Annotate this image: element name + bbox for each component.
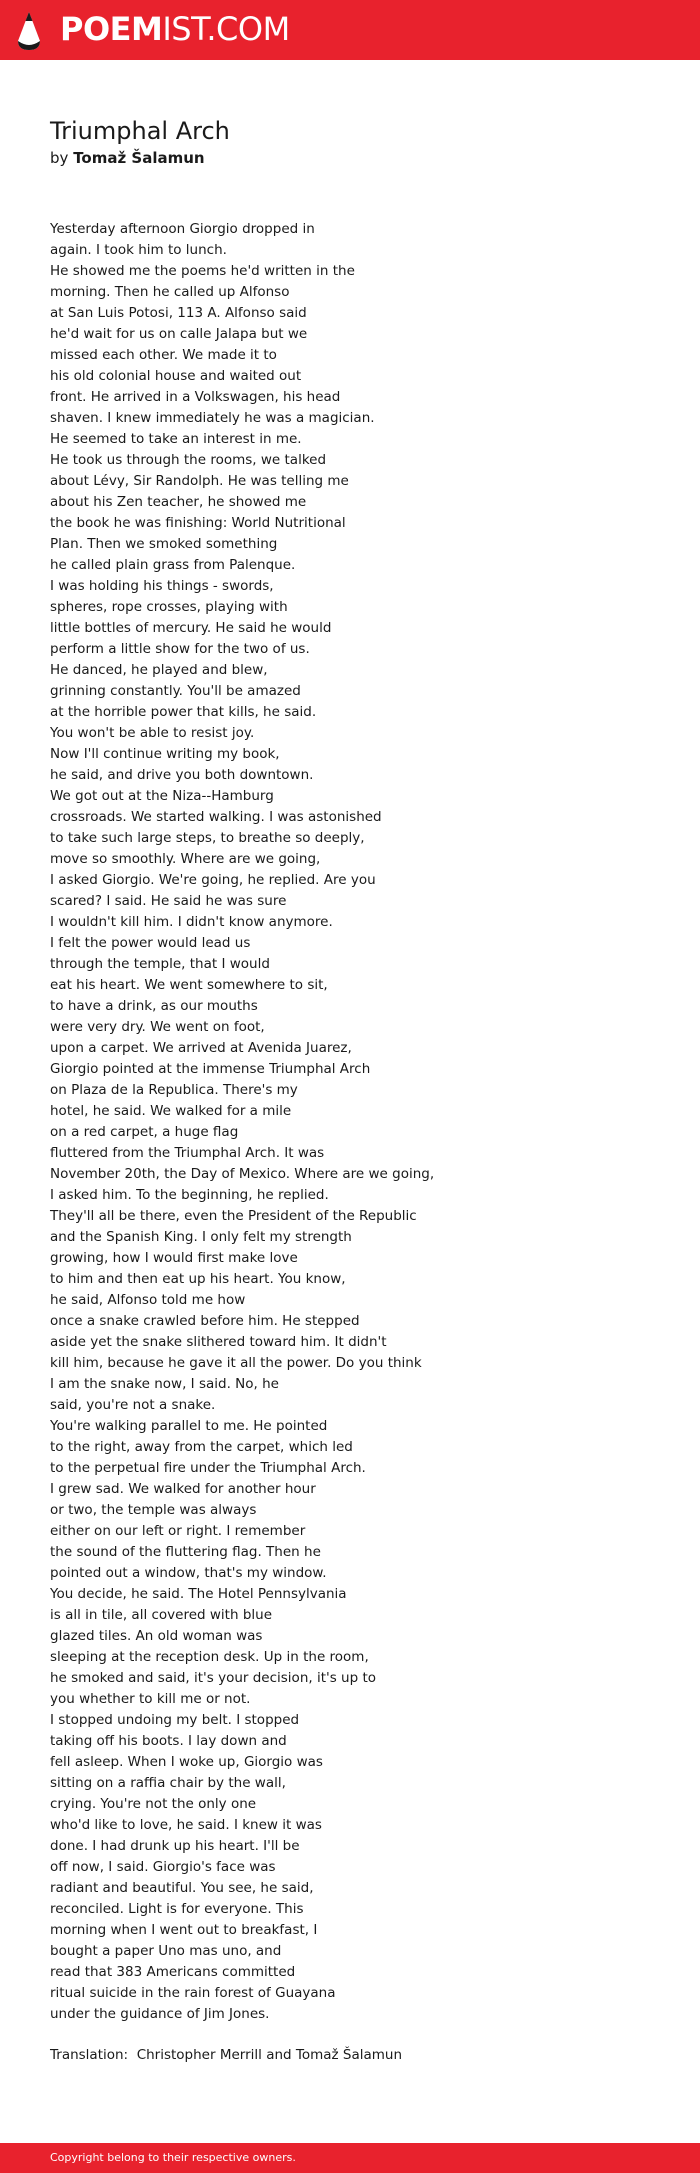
byline (50, 148, 205, 168)
poem-line: under the guidance of Jim Jones. (50, 2006, 270, 2022)
poem-line: I asked him. To the beginning, he replied. (50, 1187, 329, 1203)
poem-line: is all in tile, all covered with blue (50, 1607, 272, 1623)
poem-line: Plan. Then we smoked something (50, 536, 278, 552)
translation-credit: Translation: Christopher Merrill and Tomaž Šalamun (50, 2047, 403, 2063)
poem-line: to take such large steps, to breathe so deeply, (50, 830, 365, 846)
poem-line: he said, Alfonso told me how (50, 1292, 246, 1308)
site-footer (0, 2143, 700, 2173)
poem-line: to the right, away from the carpet, which led (50, 1439, 353, 1455)
poem-line: front. He arrived in a Volkswagen, his head (50, 389, 341, 405)
poem-line: eat his heart. We went somewhere to sit, (50, 977, 328, 993)
site-header (0, 0, 700, 60)
poem-line: bought a paper Uno mas uno, and (50, 1943, 282, 1959)
poem-line: about his Zen teacher, he showed me (50, 494, 307, 510)
poem-line: scared? I said. He said he was sure (50, 893, 287, 909)
poem-line: They'll all be there, even the President of the Republic (50, 1208, 417, 1224)
poem-line: morning when I went out to breakfast, I (50, 1922, 318, 1938)
poem-line: glazed tiles. An old woman was (50, 1628, 263, 1644)
poem-line: he said, and drive you both downtown. (50, 767, 314, 783)
poem-line: on a red carpet, a huge flag (50, 1124, 239, 1140)
poem-line: on Plaza de la Republica. There's my (50, 1082, 298, 1098)
poem-line: growing, how I would first make love (50, 1250, 298, 1266)
logo-bold-text: POEM (60, 10, 163, 48)
poem-line: We got out at the Niza--Hamburg (50, 788, 274, 804)
poem-line: fluttered from the Triumphal Arch. It was (50, 1145, 325, 1161)
poem-title: Triumphal Arch (50, 117, 230, 145)
pencil-tip-icon (16, 11, 42, 51)
poem-line: at San Luis Potosi, 113 A. Alfonso said (50, 305, 307, 321)
poem-line: perform a little show for the two of us. (50, 641, 310, 657)
poem-line: off now, I said. Giorgio's face was (50, 1859, 276, 1875)
poem-line: sitting on a raffia chair by the wall, (50, 1775, 286, 1791)
poem-line: and the Spanish King. I only felt my strength (50, 1229, 352, 1245)
poem-line: sleeping at the reception desk. Up in the room, (50, 1649, 369, 1665)
logo-light-text: IST.COM (162, 10, 290, 48)
poem-line: who'd like to love, he said. I knew it was (50, 1817, 322, 1833)
poem-line: Now I'll continue writing my book, (50, 746, 280, 762)
poem-line: shaven. I knew immediately he was a magician. (50, 410, 375, 426)
poem-line: move so smoothly. Where are we going, (50, 851, 321, 867)
poem-line: reconciled. Light is for everyone. This (50, 1901, 304, 1917)
poem-line: I am the snake now, I said. No, he (50, 1376, 279, 1392)
poem-line: I wouldn't kill him. I didn't know anymore. (50, 914, 333, 930)
poem-line: were very dry. We went on foot, (50, 1019, 265, 1035)
poem-line: You won't be able to resist joy. (50, 725, 255, 741)
poem-line: to the perpetual fire under the Triumphal Arch. (50, 1460, 366, 1476)
poem-line: morning. Then he called up Alfonso (50, 284, 290, 300)
poem-body (50, 219, 650, 2025)
poem-line: either on our left or right. I remember (50, 1523, 306, 1539)
poem-line: crossroads. We started walking. I was astonished (50, 809, 382, 825)
poem-line: November 20th, the Day of Mexico. Where are we going, (50, 1166, 435, 1182)
poem-line: pointed out a window, that's my window. (50, 1565, 327, 1581)
poem-line: little bottles of mercury. He said he would (50, 620, 332, 636)
poem-line: to him and then eat up his heart. You know, (50, 1271, 346, 1287)
poem-line: said, you're not a snake. (50, 1397, 216, 1413)
poem-line: at the horrible power that kills, he said. (50, 704, 317, 720)
poem-line: You're walking parallel to me. He pointed (50, 1418, 328, 1434)
poem-line: He danced, he played and blew, (50, 662, 268, 678)
poem-line: again. I took him to lunch. (50, 242, 227, 258)
poem-line: grinning constantly. You'll be amazed (50, 683, 301, 699)
poem-line: the book he was finishing: World Nutritional (50, 515, 346, 531)
poem-line: I felt the power would lead us (50, 935, 251, 951)
poem-line: the sound of the fluttering flag. Then he (50, 1544, 321, 1560)
poem-line: through the temple, that I would (50, 956, 270, 972)
poem-line: spheres, rope crosses, playing with (50, 599, 288, 615)
poem-line: I was holding his things - swords, (50, 578, 274, 594)
poem-line: his old colonial house and waited out (50, 368, 302, 384)
byline-prefix: by (50, 149, 69, 167)
poem-line: crying. You're not the only one (50, 1796, 257, 1812)
poem-line: he called plain grass from Palenque. (50, 557, 296, 573)
poem-line: aside yet the snake slithered toward him. It didn't (50, 1334, 387, 1350)
poem-line: kill him, because he gave it all the power. Do you think (50, 1355, 422, 1371)
poem-line: I asked Giorgio. We're going, he replied. Are you (50, 872, 376, 888)
poem-line: he'd wait for us on calle Jalapa but we (50, 326, 308, 342)
poem-line: fell asleep. When I woke up, Giorgio was (50, 1754, 323, 1770)
poem-line: upon a carpet. We arrived at Avenida Juarez, (50, 1040, 352, 1056)
poem-line: I grew sad. We walked for another hour (50, 1481, 316, 1497)
poem-line: missed each other. We made it to (50, 347, 277, 363)
poem-line: I stopped undoing my belt. I stopped (50, 1712, 300, 1728)
poem-line: or two, the temple was always (50, 1502, 257, 1518)
author-link[interactable]: Tomaž Šalamun (73, 149, 205, 167)
poem-line: He took us through the rooms, we talked (50, 452, 327, 468)
poem-line: He showed me the poems he'd written in the (50, 263, 355, 279)
poem-line: He seemed to take an interest in me. (50, 431, 302, 447)
poem-line: about Lévy, Sir Randolph. He was telling me (50, 473, 349, 489)
copyright-notice: Copyright belong to their respective owners. (50, 2151, 296, 2164)
poem-line: done. I had drunk up his heart. I'll be (50, 1838, 300, 1854)
poem-line: Yesterday afternoon Giorgio dropped in (50, 221, 315, 237)
poem-line: read that 383 Americans committed (50, 1964, 296, 1980)
poem-line: radiant and beautiful. You see, he said, (50, 1880, 314, 1896)
poem-line: you whether to kill me or not. (50, 1691, 251, 1707)
poem-line: once a snake crawled before him. He stepped (50, 1313, 360, 1329)
poem-line: Giorgio pointed at the immense Triumphal Arch (50, 1061, 371, 1077)
poem-line: to have a drink, as our mouths (50, 998, 258, 1014)
poem-line: You decide, he said. The Hotel Pennsylvania (50, 1586, 347, 1602)
site-logo-link[interactable] (60, 9, 290, 49)
poem-line: ritual suicide in the rain forest of Guayana (50, 1985, 336, 2001)
poem-line: hotel, he said. We walked for a mile (50, 1103, 292, 1119)
poem-line: he smoked and said, it's your decision, it's up to (50, 1670, 377, 1686)
poem-line: taking off his boots. I lay down and (50, 1733, 287, 1749)
